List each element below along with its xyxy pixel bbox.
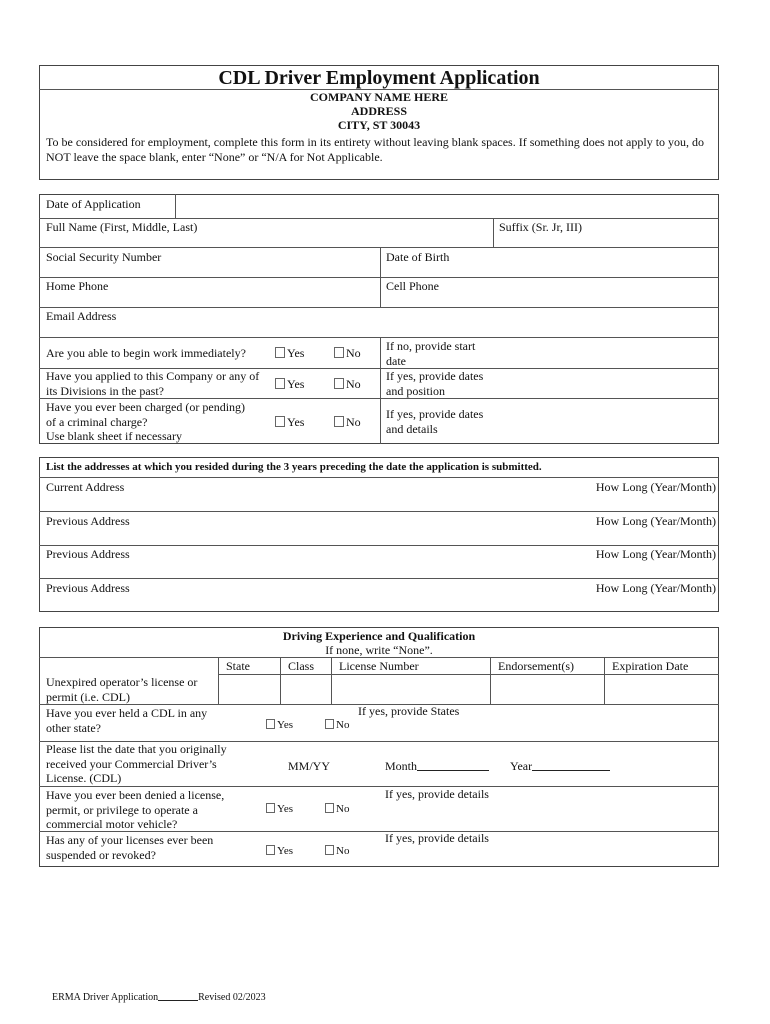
q3-text-line1: Have you ever been charged (or pending): [46, 400, 246, 414]
date-received-text: Please list the date that you originally received your Commercial Driver’s License. (CDL): [46, 742, 227, 785]
denied-yes[interactable]: Yes: [266, 802, 293, 816]
company-city: CITY, ST 30043: [337, 118, 421, 132]
q2-text: Have you applied to this Company or any of its Divisions in the past?: [46, 369, 260, 398]
q1-text: Are you able to begin work immediately?: [46, 346, 246, 360]
q2-yes-option[interactable]: Yes: [275, 377, 304, 391]
col-license-number: License Number: [339, 659, 419, 673]
q1-follow-up: If no, provide start date: [386, 339, 476, 368]
driving-heading: Driving Experience and Qualification: [282, 629, 476, 643]
license-endorsements-field[interactable]: [492, 676, 602, 703]
footer-right: Revised 02/2023: [198, 992, 266, 1003]
cdl-other-state-follow-up: If yes, provide States: [358, 704, 460, 718]
address-row-label: Previous Address: [46, 581, 130, 595]
year-field[interactable]: Year: [510, 759, 610, 773]
col-endorsements: Endorsement(s): [498, 659, 574, 673]
q1-no-option[interactable]: No: [334, 346, 361, 360]
q2-follow-up: If yes, provide dates and position: [386, 369, 484, 398]
date-of-application-field[interactable]: [177, 196, 717, 217]
q1-yes-option[interactable]: Yes: [275, 346, 304, 360]
footer: [52, 991, 266, 1005]
license-state-field[interactable]: [220, 676, 278, 703]
date-of-application-label: Date of Application: [46, 197, 141, 211]
month-field[interactable]: Month: [385, 759, 489, 773]
checkbox-icon[interactable]: [325, 719, 334, 729]
addresses-heading: List the addresses at which you resided during the 3 years preceding the date the application is submitted.: [46, 461, 542, 473]
col-class: Class: [288, 659, 315, 673]
q3-follow-up: If yes, provide dates and details: [386, 407, 484, 436]
cell-phone-label: Cell Phone: [386, 279, 439, 293]
driving-subheading: If none, write “None”.: [325, 643, 433, 657]
cdl-other-state-no[interactable]: No: [325, 718, 349, 732]
how-long-label: How Long (Year/Month): [595, 480, 716, 494]
col-expiration: Expiration Date: [612, 659, 689, 673]
checkbox-icon[interactable]: [334, 378, 344, 389]
address-row-label: Previous Address: [46, 547, 130, 561]
how-long-label: How Long (Year/Month): [595, 514, 716, 528]
home-phone-label: Home Phone: [46, 279, 109, 293]
dob-label: Date of Birth: [386, 250, 450, 264]
suspended-yes[interactable]: Yes: [266, 844, 293, 858]
checkbox-icon[interactable]: [334, 347, 344, 358]
cdl-other-state-text: Have you ever held a CDL in any other state?: [46, 706, 208, 735]
ssn-label: Social Security Number: [46, 250, 162, 264]
q3-yes-option[interactable]: Yes: [275, 415, 304, 429]
suspended-text: Has any of your licenses ever been suspended or revoked?: [46, 833, 214, 862]
suspended-follow-up: If yes, provide details: [385, 831, 489, 845]
suspended-no[interactable]: No: [325, 844, 349, 858]
denied-follow-up: If yes, provide details: [385, 787, 489, 801]
checkbox-icon[interactable]: [275, 378, 285, 389]
instructions: To be considered for employment, complete this form in its entirety without leaving blank spaces. If something does not apply to you, do NOT leave the space blank, enter “None” or “N/A for Not Applicable.: [46, 135, 705, 164]
form-title: CDL Driver Employment Application: [218, 67, 540, 89]
checkbox-icon[interactable]: [266, 803, 275, 813]
license-expiration-field[interactable]: [606, 676, 717, 703]
denied-no[interactable]: No: [325, 802, 349, 816]
company-name: COMPANY NAME HERE: [310, 90, 448, 104]
how-long-label: How Long (Year/Month): [595, 547, 716, 561]
checkbox-icon[interactable]: [325, 803, 334, 813]
license-class-field[interactable]: [282, 676, 329, 703]
cdl-other-state-yes[interactable]: Yes: [266, 718, 293, 732]
mmyy-label: MM/YY: [288, 759, 331, 773]
q2-no-option[interactable]: No: [334, 377, 361, 391]
checkbox-icon[interactable]: [266, 719, 275, 729]
checkbox-icon[interactable]: [334, 416, 344, 427]
address-row-label: Previous Address: [46, 514, 130, 528]
full-name-label: Full Name (First, Middle, Last): [46, 220, 198, 234]
checkbox-icon[interactable]: [275, 347, 285, 358]
address-row-label: Current Address: [46, 480, 125, 494]
suffix-label: Suffix (Sr. Jr, III): [499, 220, 582, 234]
q3-no-option[interactable]: No: [334, 415, 361, 429]
checkbox-icon[interactable]: [275, 416, 285, 427]
license-number-field[interactable]: [333, 676, 488, 703]
company-address: ADDRESS: [350, 104, 407, 118]
footer-left: ERMA Driver Application: [52, 992, 159, 1003]
denied-text: Have you ever been denied a license, permit, or privilege to operate a commercial motor vehicle?: [46, 788, 225, 831]
col-state: State: [226, 659, 250, 673]
checkbox-icon[interactable]: [325, 845, 334, 855]
how-long-label: How Long (Year/Month): [595, 581, 716, 595]
q3-text-line2: of a criminal charge?: [46, 415, 148, 429]
email-label: Email Address: [46, 309, 117, 323]
q3-text-line3: Use blank sheet if necessary: [46, 429, 182, 443]
checkbox-icon[interactable]: [266, 845, 275, 855]
license-row-label: Unexpired operator’s license or permit (i.e. CDL): [46, 675, 198, 704]
